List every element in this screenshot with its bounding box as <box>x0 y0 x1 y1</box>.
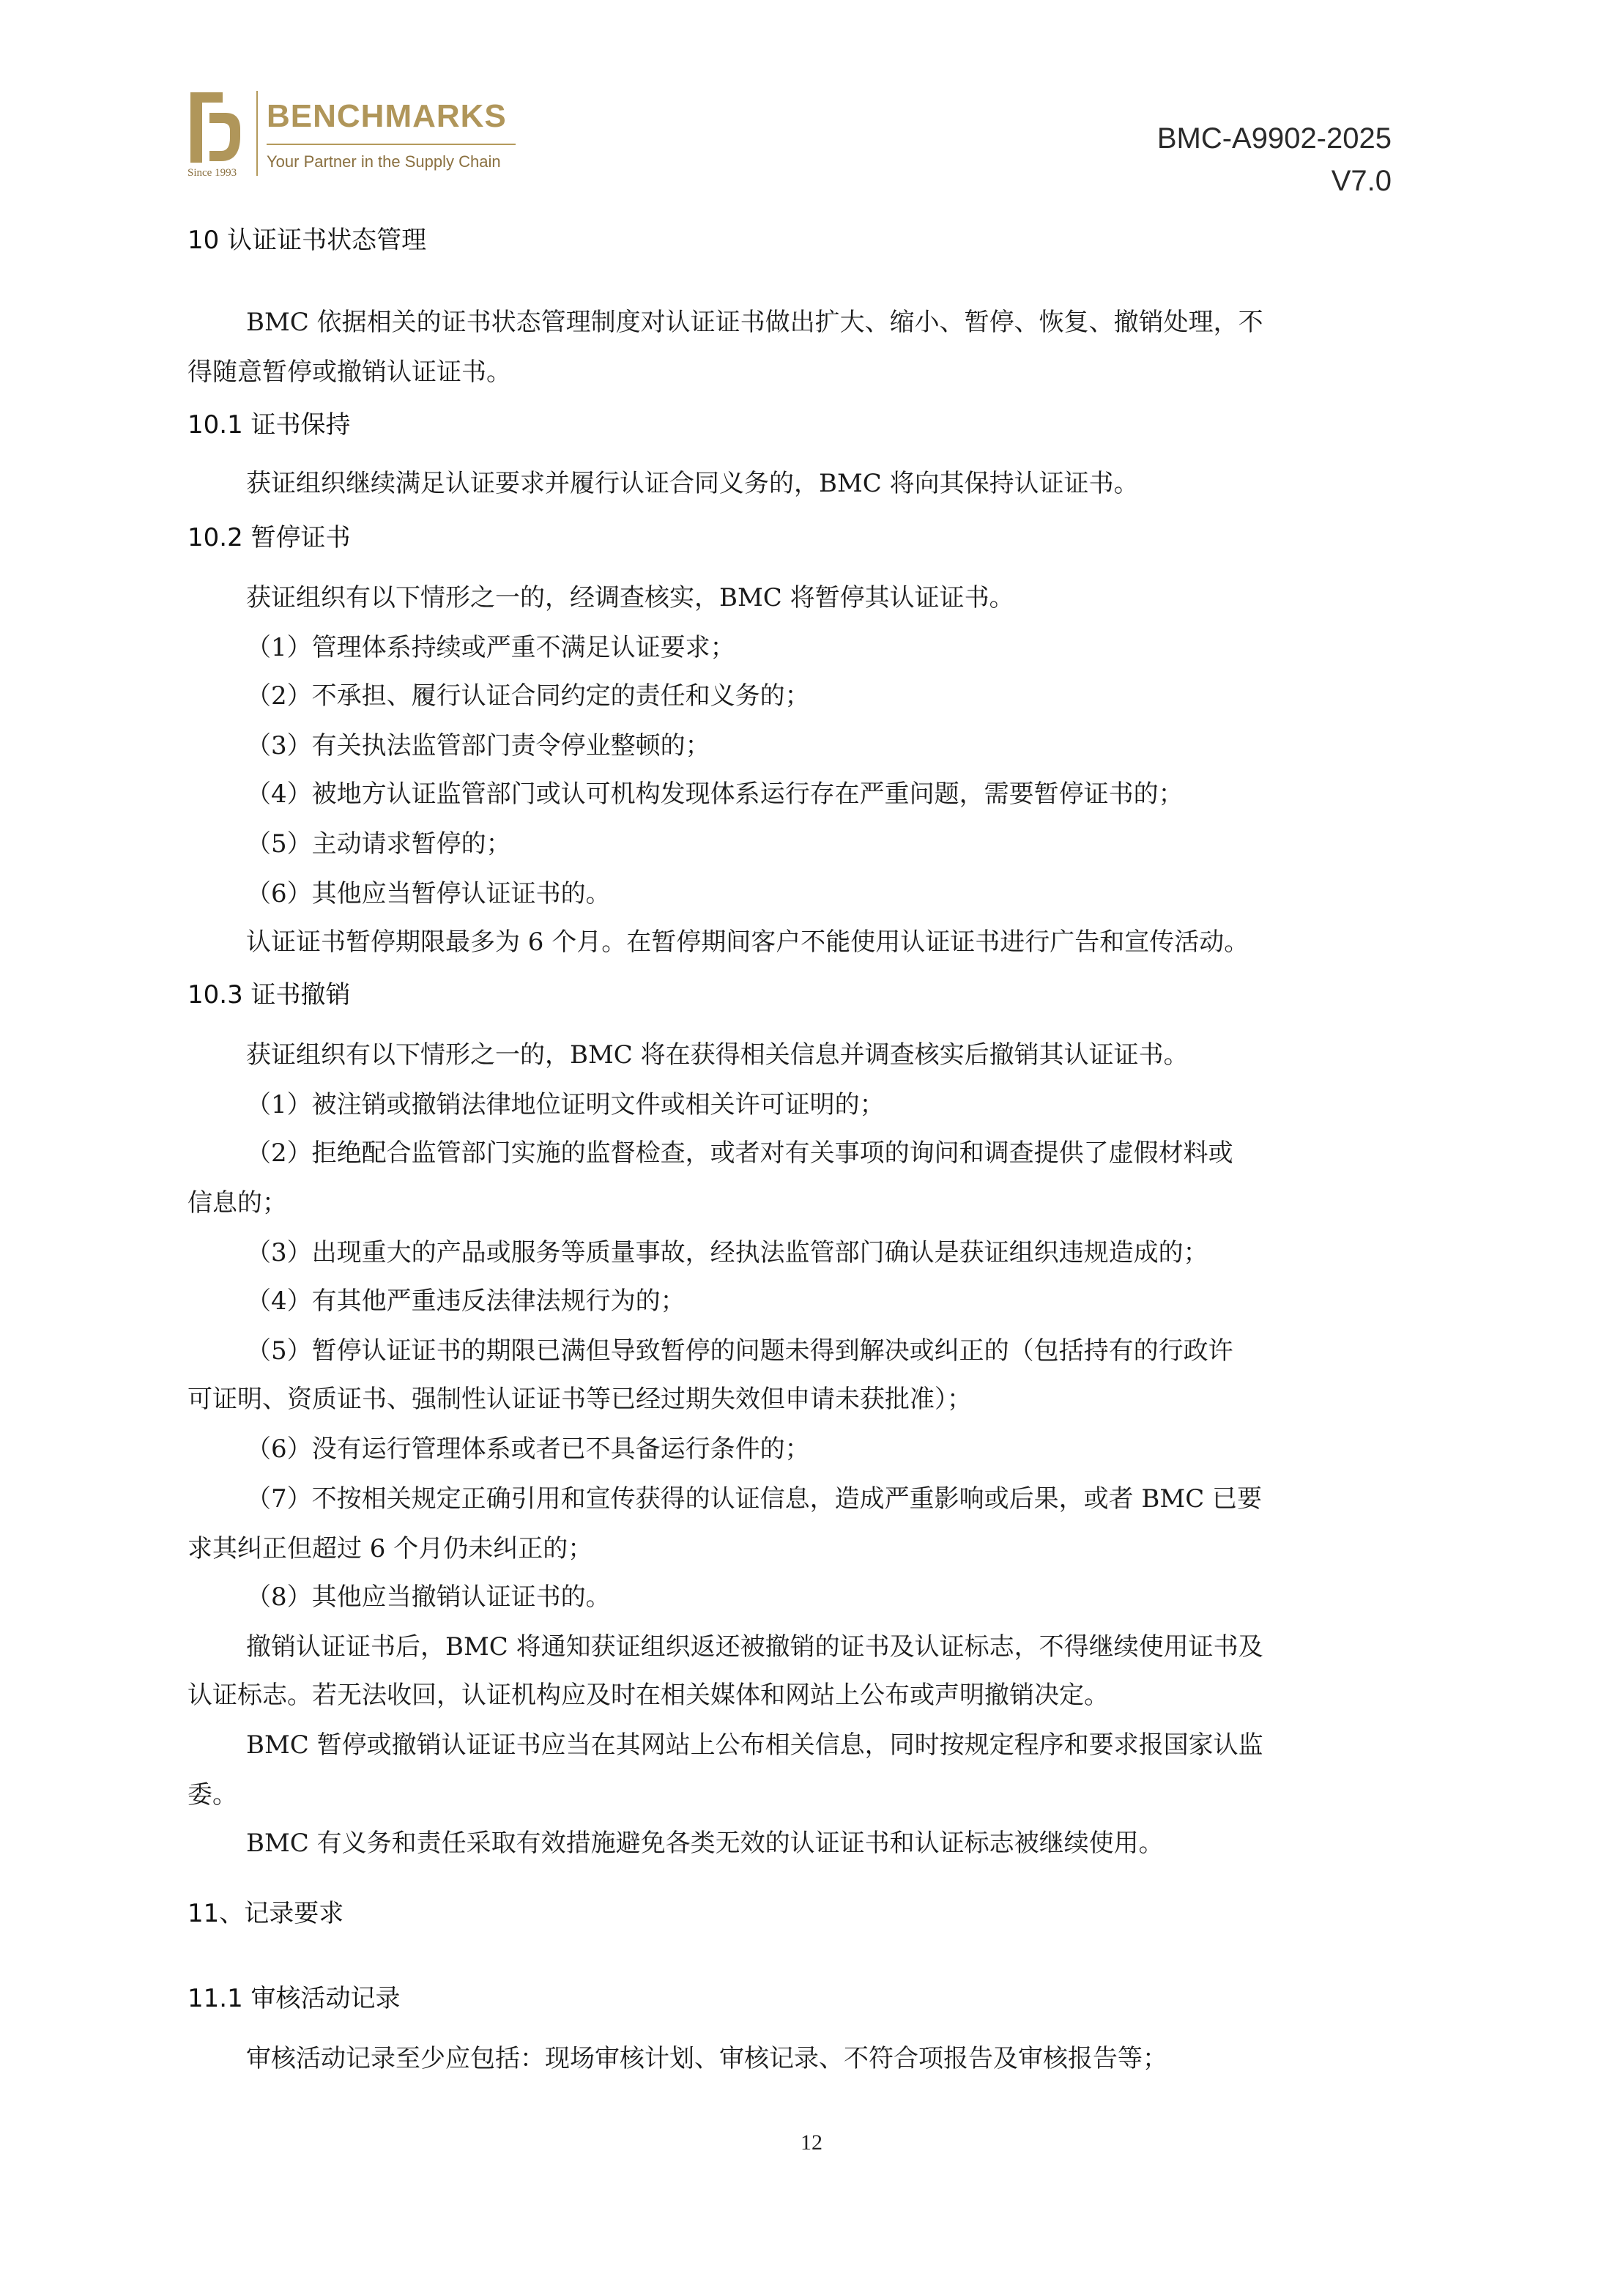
list-item: （7）不按相关规定正确引用和宣传获得的认证信息，造成严重影响或后果，或者 BMC 已要 <box>246 1484 1263 1514</box>
list-item: （6）没有运行管理体系或者已不具备运行条件的； <box>246 1434 810 1464</box>
section-10-3-intro: 获证组织有以下情形之一的，BMC 将在获得相关信息并调查核实后撤销其认证证书。 <box>246 1040 1189 1070</box>
section-10-2-intro: 获证组织有以下情形之一的，经调查核实，BMC 将暂停其认证证书。 <box>246 583 1014 612</box>
list-item: （6）其他应当暂停认证证书的。 <box>246 879 611 908</box>
section-10-intro-line2: 得随意暂停或撤销认证证书。 <box>187 358 511 387</box>
list-item: （3）有关执法监管部门责令停业整顿的； <box>246 731 710 760</box>
list-item: （5）主动请求暂停的； <box>246 829 511 859</box>
document-reference <box>1157 117 1392 202</box>
list-item: （1）被注销或撤销法律地位证明文件或相关许可证明的； <box>246 1090 885 1119</box>
logo-divider <box>256 91 258 176</box>
section-10-intro-line1: BMC 依据相关的证书状态管理制度对认证证书做出扩大、缩小、暂停、恢复、撤销处理，不 <box>246 308 1263 337</box>
list-item-continuation: 信息的； <box>187 1188 287 1218</box>
list-item: （4）有其他严重违反法律法规行为的； <box>246 1286 686 1316</box>
document-version: V7.0 <box>1331 165 1392 197</box>
company-logo <box>187 91 524 186</box>
page-number: 12 <box>801 2130 822 2155</box>
brand-name: BENCHMARKS <box>267 98 507 134</box>
section-10-2-title: 10.2 暂停证书 <box>187 523 351 552</box>
section-11-1-text: 审核活动记录至少应包括：现场审核计划、审核记录、不符合项报告及审核报告等； <box>246 2044 1167 2073</box>
publication-notice-line2: 委。 <box>187 1780 237 1810</box>
section-10-1-title: 10.1 证书保持 <box>187 410 351 440</box>
document-code: BMC-A9902-2025 <box>1156 122 1392 155</box>
section-10-1-text: 获证组织继续满足认证要求并履行认证合同义务的，BMC 将向其保持认证证书。 <box>246 469 1139 498</box>
list-item: （4）被地方认证监管部门或认可机构发现体系运行存在严重问题，需要暂停证书的； <box>246 779 1184 809</box>
list-item-continuation: 可证明、资质证书、强制性认证证书等已经过期失效但申请未获批准）； <box>187 1385 972 1414</box>
revocation-notice-line2: 认证标志。若无法收回，认证机构应及时在相关媒体和网站上公布或声明撤销决定。 <box>187 1681 1109 1710</box>
section-11-1-title: 11.1 审核活动记录 <box>187 1984 401 2013</box>
list-item: （8）其他应当撤销认证证书的。 <box>246 1582 611 1612</box>
list-item: （5）暂停认证证书的期限已满但导致暂停的问题未得到解决或纠正的（包括持有的行政许 <box>246 1336 1233 1366</box>
brand-tagline: Your Partner in the Supply Chain <box>267 152 501 171</box>
list-item: （3）出现重大的产品或服务等质量事故，经执法监管部门确认是获证组织违规造成的； <box>246 1238 1208 1267</box>
list-item: （2）拒绝配合监管部门实施的监督检查，或者对有关事项的询问和调查提供了虚假材料或 <box>246 1138 1233 1168</box>
section-10-2-limit: 认证证书暂停期限最多为 6 个月。在暂停期间客户不能使用认证证书进行广告和宣传活动。 <box>246 927 1249 957</box>
section-10-3-title: 10.3 证书撤销 <box>187 980 351 1010</box>
revocation-notice-line1: 撤销认证证书后，BMC 将通知获证组织返还被撤销的证书及认证标志，不得继续使用证书及 <box>246 1632 1263 1662</box>
publication-notice-line1: BMC 暂停或撤销认证证书应当在其网站上公布相关信息，同时按规定程序和要求报国家认监 <box>246 1730 1263 1760</box>
section-11-title: 11、记录要求 <box>187 1899 344 1928</box>
brand-rule <box>267 144 516 145</box>
since-year: Since 1993 <box>187 167 237 179</box>
list-item: （2）不承担、履行认证合同约定的责任和义务的； <box>246 681 810 711</box>
list-item: （1）管理体系持续或严重不满足认证要求； <box>246 633 735 662</box>
section-10-title: 10 认证证书状态管理 <box>187 226 427 255</box>
list-item-continuation: 求其纠正但超过 6 个月仍未纠正的； <box>187 1534 593 1563</box>
benchmarks-logo-icon <box>187 91 243 164</box>
obligation-notice: BMC 有义务和责任采取有效措施避免各类无效的认证证书和认证标志被继续使用。 <box>246 1829 1164 1858</box>
